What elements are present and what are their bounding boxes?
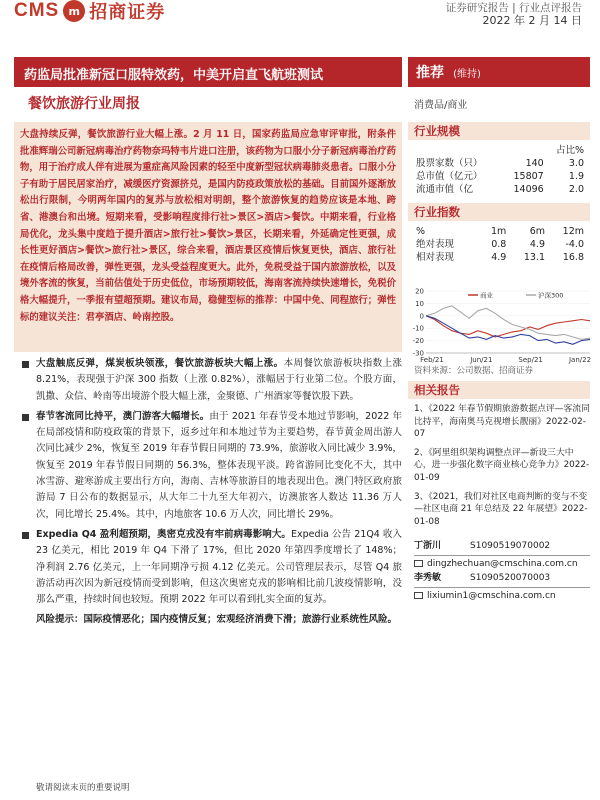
related-report-item[interactable] — [414, 447, 590, 485]
row-pct: 2.0 — [568, 184, 584, 195]
table-row — [414, 170, 586, 183]
x-tick-label: Sep/21 — [518, 356, 543, 364]
mail-icon — [414, 560, 423, 567]
analyst-name: 李秀敏 — [414, 573, 442, 583]
row-label: 绝对表现 — [416, 239, 455, 250]
row-value: 16.8 — [562, 252, 584, 263]
row-value: -4.0 — [565, 239, 584, 250]
row-label: 总市值（亿元） — [416, 171, 483, 182]
recommendation-label: 推荐 — [416, 65, 444, 81]
industry-scale-table — [414, 144, 586, 196]
table-row — [414, 225, 586, 238]
bullet-icon — [22, 532, 29, 539]
paragraph-market — [14, 356, 402, 405]
sector-label: 消费品/商业 — [414, 100, 468, 111]
col-header: 6m — [529, 226, 545, 237]
row-value: 4.9 — [491, 252, 507, 263]
row-value: 14096 — [513, 184, 544, 195]
row-value: 13.1 — [523, 252, 545, 263]
col-header: 1m — [491, 226, 507, 237]
company-logo — [14, 0, 165, 22]
related-report-title: 《阿里组织架构调整点评—新设三大中心，进一步强化数字商业核心竞争力》 — [414, 447, 574, 471]
related-report-num: 3、 — [414, 491, 429, 502]
logo-text-cn: 招商证券 — [89, 2, 166, 23]
table-row — [414, 144, 586, 157]
table-row — [414, 251, 586, 264]
pct-column-header: 占比% — [555, 145, 584, 156]
col-header: 12m — [562, 226, 584, 237]
divider — [414, 587, 590, 588]
paragraph-lead: Expedia Q4 盈利超预期，奥密克戎没有牢前病毒影响大。 — [36, 528, 291, 540]
row-value: 4.9 — [529, 239, 545, 250]
risk-warning: 风险提示：国际疫情恶化；国内疫情反复；宏观经济消费下滑；旅游行业系统性风险。 — [36, 614, 398, 626]
y-tick-label: 20 — [415, 287, 424, 296]
legend-label: 沪深300 — [538, 291, 564, 300]
related-report-date: 2022-01-08 — [414, 504, 588, 527]
series-line — [426, 306, 590, 340]
related-report-item[interactable] — [414, 403, 590, 441]
table-row — [414, 183, 586, 196]
paragraph-text: Expedia 公告 21Q4 收入 23 亿美元，相比 2019 年 Q4 下滑了 17%，但比 2020 年第四季度增长了 148%；净利润 2.76 亿美元，上一年同期净亏损 4.12 亿美元。公司管理层表示，尽管 Q4 旅游活动再次因为新冠疫情而受到影响，但这次奥密克戎的影响相比前几波疫情影响，没那么严重，持续时间也较短。预期 2022 年可以看到扎实全面的复苏。 — [36, 528, 402, 606]
paragraph-spring-festival — [14, 409, 402, 523]
analyst-code: S1090519070002 — [470, 541, 551, 551]
related-report-title: 《2021，我们对社区电商判断的变与不变—社区电商 21 年总结及 22 年展望》 — [414, 491, 588, 515]
analyst-name: 丁浙川 — [414, 541, 442, 551]
related-reports-heading: 相关报告 — [408, 381, 590, 399]
bullet-icon — [22, 361, 29, 368]
analyst-email[interactable]: lixiumin1@cmschina.com.cn — [427, 590, 556, 601]
x-tick-label: Feb/21 — [420, 356, 444, 364]
analyst-email-row — [414, 590, 590, 603]
y-tick-label: 10 — [415, 299, 424, 308]
row-pct: 1.9 — [568, 171, 584, 182]
row-value: 15807 — [513, 171, 544, 182]
row-label: 相对表现 — [416, 252, 455, 263]
row-value: 140 — [525, 158, 544, 169]
related-report-item[interactable] — [414, 491, 590, 529]
body-text — [14, 356, 402, 629]
bullet-icon — [22, 414, 29, 421]
col-header: % — [416, 226, 426, 237]
row-label: 流通市值（亿 — [416, 184, 474, 195]
y-tick-label: -30 — [412, 349, 424, 358]
table-row — [414, 238, 586, 251]
report-type: 证券研究报告 | 行业点评报告 — [445, 2, 582, 14]
summary-box: 大盘持续反弹，餐饮旅游行业大幅上涨。2 月 11 日，国家药监局应急审评审批，附条件批准辉瑞公司新冠病毒治疗药物奈玛特韦片进口注册，该药物为口服小分子新冠病毒治疗药物，用于治疗成人伴有进展为重症高风险因素的轻至中度新型冠状病毒肺炎患者。口服小分子有助于居民居家治疗，减缓医疗资源挤兑，是国内防疫政策放松的基础。目前国外逐渐放松出行限制，今明两年国内的复苏与放松相对明朗，整个旅游恢复的趋势应该是本地、跨省、港澳台和出境。短期来看，受影响程度排行社>景区>酒店>餐饮。中期来看，行业格局优化，龙头集中度趋于提升酒店>旅行社>餐饮>景区，长期来看，外延确定性更强，成长性更好酒店>餐饮>旅行社>景区，综合来看，酒店景区疫情后恢复更快，酒店、旅行社在疫情后格局改善，弹性更强，龙头受益程度更大。此外，免税受益于国内旅游放松，以及境外客流的恢复，当前估值处于历史低位，市场预期较低，海南客流持续快速增长，免税价格大幅提升，一季报有望超预期。建议布局，稳健型标的推荐：中国中免、同程旅行；弹性标的建议关注：君亭酒店、岭南控股。 — [14, 122, 402, 352]
analyst-row — [414, 540, 590, 553]
related-report-date: 2022-02-07 — [414, 416, 586, 440]
x-tick-label: Jan/22 — [568, 356, 592, 364]
divider — [414, 555, 590, 556]
paragraph-lead: 大盘触底反弹，煤炭板块领涨，餐饮旅游板块大幅上涨。 — [36, 358, 284, 369]
x-tick-label: Jun/21 — [470, 356, 493, 364]
paragraph-expedia — [14, 527, 402, 608]
index-line-chart — [408, 287, 594, 365]
paragraph-text: 由于 2021 年春节受本地过节影响，2022 年在局部疫情和防疫政策的背景下，返乡过年和本地过节为主要趋势，春节黄金周出游人次同比减少 2%，恢复至 2019 年春节假日同期的 73.9%，旅游收入同比减少 3.9%，恢复至 2019 年春节假日同期的 56.3%，整体表现平淡。跨省游同比变化不大，其中冰雪游、避寒游成主要出行方向，海南、吉林等旅游目的地表现出色。澳门特区政府旅游局 7 日公布的数据显示，从大年二十九至大年初六，访澳旅客人数达 11.36 万人次，同比增长 25.4%。其中，内地旅客 10.6 万人次，同比增长 29%。 — [36, 410, 402, 520]
row-pct: 3.0 — [568, 158, 584, 169]
series-line — [426, 316, 590, 337]
related-reports-list — [414, 403, 590, 534]
row-value: 0.8 — [491, 239, 507, 250]
paragraph-lead: 春节客流同比持平，澳门游客大幅增长。 — [36, 410, 210, 422]
y-tick-label: -10 — [412, 324, 424, 333]
report-title: 药监局批准新冠口服特效药，中美开启直飞航班测试 — [14, 57, 402, 87]
y-tick-label: -20 — [412, 337, 424, 346]
page-header — [0, 0, 600, 30]
related-report-num: 1、 — [414, 404, 429, 414]
report-subtitle: 餐饮旅游行业周报 — [28, 96, 140, 112]
industry-index-table — [414, 225, 586, 264]
report-date: 2022 年 2 月 14 日 — [482, 14, 582, 27]
related-report-num: 2、 — [414, 447, 429, 458]
analyst-row — [414, 572, 590, 585]
analyst-code: S1090520070003 — [470, 573, 551, 583]
chart-source: 资料来源：公司数据、招商证券 — [414, 366, 534, 376]
table-row — [414, 157, 586, 170]
legend-label: 商业 — [480, 291, 493, 300]
footer-note: 敬请阅读末页的重要说明 — [36, 783, 130, 793]
analyst-email[interactable]: dingzhechuan@cmschina.com.cn — [427, 558, 578, 569]
industry-scale-heading: 行业规模 — [408, 122, 590, 140]
logo-mark-icon: m — [63, 0, 85, 22]
row-label: 股票家数（只） — [416, 158, 483, 169]
logo-text-en: CMS — [14, 0, 60, 21]
related-report-title: 《2022 年春节假期旅游数据点评—客流同比持平，海南奥马克视增长靓丽》 — [414, 404, 590, 427]
y-tick-label: 0 — [419, 312, 424, 321]
paragraph-text: 本周餐饮旅游板块指数上涨 8.21%，表现强于沪深 300 指数（上涨 0.82%），涨幅居于行业第二位。个股方面，凯撒、众信、岭南等出境游个股大幅上涨，金聚德、广州酒家等餐饮股下跌。 — [36, 358, 402, 402]
analyst-block — [414, 540, 590, 602]
related-report-date: 2022-01-09 — [414, 460, 590, 483]
industry-index-heading: 行业指数 — [408, 203, 590, 221]
mail-icon — [414, 592, 423, 599]
recommendation-box — [408, 57, 590, 87]
recommendation-sub: (维持) — [453, 69, 481, 80]
analyst-email-row — [414, 558, 590, 571]
